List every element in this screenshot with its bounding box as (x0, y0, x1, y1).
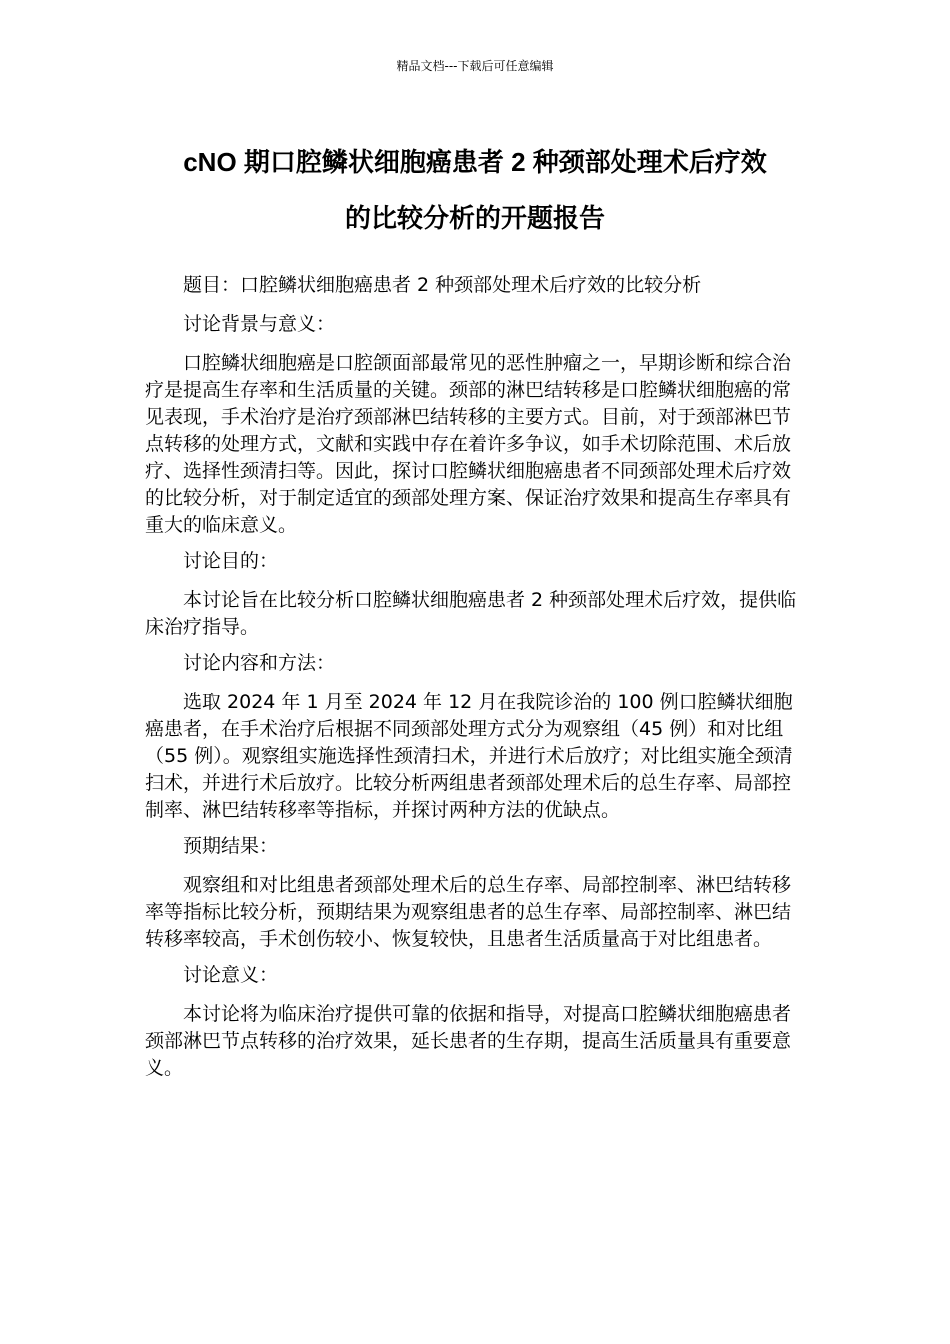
paragraph-background: 口腔鳞状细胞癌是口腔颌面部最常见的恶性肿瘤之一，早期诊断和综合治疗是提高生存率和生活质量的关键。颈部的淋巴结转移是口腔鳞状细胞癌的常见表现，手术治疗是治疗颈部淋巴结转移的主要方式。目前，对于颈部淋巴节点转移的处理方式，文献和实践中存在着许多争议，如手术切除范围、术后放疗、选择性颈清扫等。因此，探讨口腔鳞状细胞癌患者不同颈部处理术后疗效的比较分析，对于制定适宜的颈部处理方案、保证治疗效果和提高生存率具有重大的临床意义。 (145, 352, 792, 536)
section-heading-background: 讨论背景与意义： (183, 313, 336, 335)
title-line-1: cNO 期口腔鳞状细胞癌患者 2 种颈部处理术后疗效 (183, 147, 767, 177)
paragraph-significance: 本讨论将为临床治疗提供可靠的依据和指导，对提高口腔鳞状细胞癌患者颈部淋巴节点转移的治疗效果，延长患者的生存期，提高生活质量具有重要意义。 (145, 1003, 792, 1079)
paragraph-expected-results: 观察组和对比组患者颈部处理术后的总生存率、局部控制率、淋巴结转移率等指标比较分析，预期结果为观察组患者的总生存率、局部控制率、淋巴结转移率较高，手术创伤较小、恢复较快，且患者生活质量高于对比组患者。 (145, 874, 792, 950)
section-heading-purpose: 讨论目的： (183, 550, 279, 572)
section-heading-expected-results: 预期结果： (183, 835, 279, 857)
document-title (140, 134, 810, 246)
section-heading-methods: 讨论内容和方法： (183, 652, 336, 674)
page-header: 精品文档---下载后可任意编辑 (396, 59, 554, 73)
section-heading-significance: 讨论意义： (183, 964, 279, 986)
paragraph-methods: 选取 2024 年 1 月至 2024 年 12 月在我院诊治的 100 例口腔鳞状细胞癌患者，在手术治疗后根据不同颈部处理方式分为观察组（45 例）和对比组（55 例）。观察组实施选择性颈清扫术，并进行术后放疗；对比组实施全颈清扫术，并进行术后放疗。比较分析两组患者颈部处理术后的总生存率、局部控制率、淋巴结转移率等指标，并探讨两种方法的优缺点。 (145, 691, 793, 821)
document-body (145, 272, 800, 1091)
title-line-2: 的比较分析的开题报告 (344, 203, 605, 233)
paragraph-purpose: 本讨论旨在比较分析口腔鳞状细胞癌患者 2 种颈部处理术后疗效，提供临床治疗指导。 (145, 589, 797, 638)
topic-line: 题目：口腔鳞状细胞癌患者 2 种颈部处理术后疗效的比较分析 (183, 274, 702, 296)
